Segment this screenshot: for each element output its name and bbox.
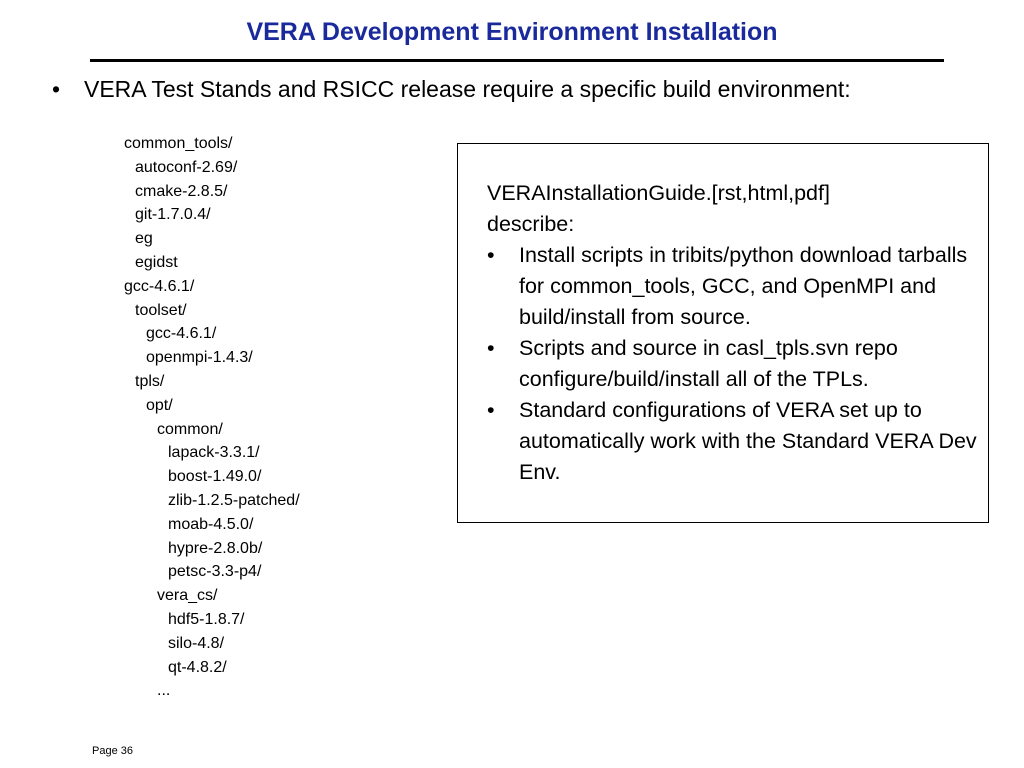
main-bullet: [52, 74, 851, 104]
info-bullet-text: Scripts and source in casl_tpls.svn repo configure/build/install all of the TPLs.: [519, 336, 898, 391]
info-bullet-text: Standard configurations of VERA set up to automatically work with the Standard VERA Dev Env.: [519, 398, 977, 484]
tree-entry: hypre-2.8.0b/: [168, 539, 263, 557]
tree-entry: cmake-2.8.5/: [135, 182, 228, 200]
tree-entry: lapack-3.3.1/: [168, 444, 260, 462]
tree-entry: moab-4.5.0/: [168, 515, 254, 533]
tree-entry: toolset/: [135, 301, 187, 319]
tree-entry: gcc-4.6.1/: [124, 277, 195, 295]
info-box-content: [487, 178, 983, 488]
tree-entry: boost-1.49.0/: [168, 468, 262, 486]
tree-entry: zlib-1.2.5-patched/: [168, 491, 300, 509]
tree-entry: vera_cs/: [157, 587, 218, 605]
info-box-intro: [487, 178, 983, 240]
tree-entry: egidst: [135, 253, 178, 271]
bullet-marker: •: [52, 76, 61, 102]
bullet-marker: •: [487, 243, 495, 267]
tree-entry: common/: [157, 420, 223, 438]
info-box-bullets: [487, 240, 983, 488]
tree-entry: hdf5-1.8.7/: [168, 610, 245, 628]
page-number: Page 36: [92, 745, 133, 757]
tree-entry: qt-4.8.2/: [168, 658, 227, 676]
guide-filename: VERAInstallationGuide.[rst,html,pdf]: [487, 181, 830, 205]
tree-entry: ...: [157, 682, 171, 700]
title-divider: [90, 59, 944, 62]
info-box: [457, 143, 989, 523]
tree-entry: openmpi-1.4.3/: [146, 349, 253, 367]
bullet-marker: •: [487, 336, 495, 360]
tree-entry: common_tools/: [124, 135, 233, 152]
tree-entry: opt/: [146, 396, 173, 414]
tree-entry: autoconf-2.69/: [135, 158, 238, 176]
tree-entry: git-1.7.0.4/: [135, 206, 211, 224]
guide-describe-label: describe:: [487, 212, 575, 236]
info-bullet: [487, 395, 983, 488]
tree-entry: tpls/: [135, 372, 165, 390]
tree-entry: eg: [135, 230, 153, 248]
directory-tree: [124, 132, 300, 703]
bullet-marker: •: [487, 398, 495, 422]
tree-entry: gcc-4.6.1/: [146, 325, 217, 343]
info-bullet: [487, 240, 983, 333]
tree-entry: silo-4.8/: [168, 634, 225, 652]
info-bullet: [487, 333, 983, 395]
tree-entry: petsc-3.3-p4/: [168, 563, 262, 581]
main-bullet-text: VERA Test Stands and RSICC release require a specific build environment:: [84, 76, 851, 102]
slide-title: VERA Development Environment Installation: [246, 18, 778, 46]
info-bullet-text: Install scripts in tribits/python download tarballs for common_tools, GCC, and OpenMPI and build/install from source.: [519, 243, 968, 329]
